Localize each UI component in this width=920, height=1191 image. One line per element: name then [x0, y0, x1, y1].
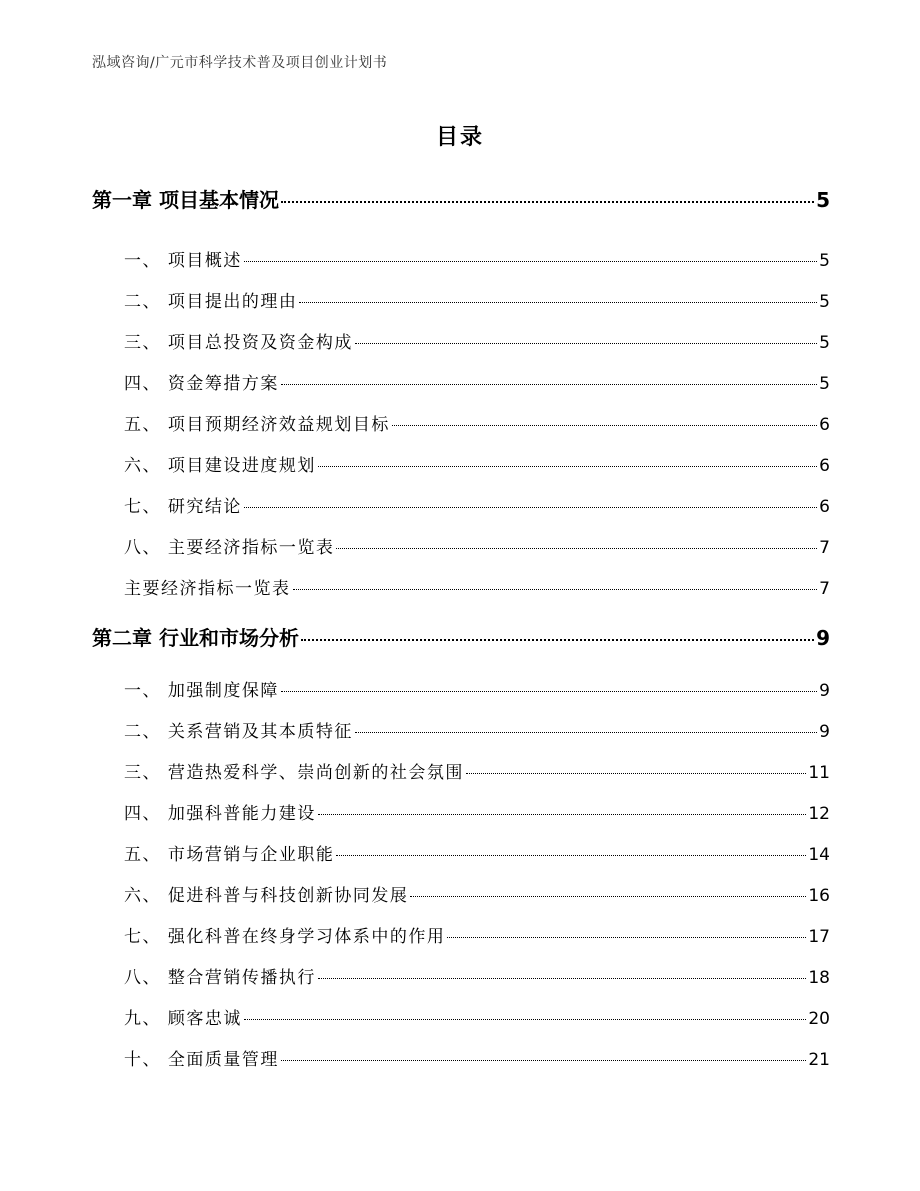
toc-section[interactable]: [124, 287, 830, 312]
leader-dots: [318, 814, 806, 815]
toc-chapter-2[interactable]: [92, 622, 830, 651]
toc-section[interactable]: [124, 758, 830, 783]
toc-section[interactable]: [124, 533, 830, 558]
toc-label: 二、 关系营销及其本质特征: [124, 722, 353, 742]
toc-page-number: 12: [808, 804, 830, 824]
toc-label: 一、 项目概述: [124, 251, 242, 271]
leader-dots: [281, 201, 814, 203]
toc-label: 九、 顾客忠诚: [124, 1009, 242, 1029]
toc-page-number: 21: [808, 1050, 830, 1070]
toc-page-number: 17: [808, 927, 830, 947]
toc-page-number: 18: [808, 968, 830, 988]
toc-label: 八、 整合营销传播执行: [124, 968, 316, 988]
leader-dots: [466, 773, 806, 774]
toc-page-number: 9: [819, 681, 830, 701]
toc-page-number: 9: [816, 626, 830, 650]
toc-section[interactable]: [124, 574, 830, 599]
leader-dots: [318, 466, 817, 467]
toc-section[interactable]: [124, 799, 830, 824]
leader-dots: [355, 732, 817, 733]
toc-page-number: 16: [808, 886, 830, 906]
toc-title: 目录: [435, 125, 484, 150]
toc-page-number: 5: [819, 251, 830, 271]
toc-section[interactable]: [124, 410, 830, 435]
toc-page-number: 20: [808, 1009, 830, 1029]
toc-section[interactable]: [124, 451, 830, 476]
leader-dots: [336, 855, 806, 856]
leader-dots: [281, 691, 817, 692]
leader-dots: [410, 896, 806, 897]
toc-section[interactable]: [124, 840, 830, 865]
toc-section[interactable]: [124, 1045, 830, 1070]
leader-dots: [355, 343, 817, 344]
leader-dots: [244, 507, 817, 508]
toc-label: 主要经济指标一览表: [124, 579, 291, 599]
toc-section[interactable]: [124, 369, 830, 394]
toc-section[interactable]: [124, 246, 830, 271]
toc-page-number: 7: [819, 538, 830, 558]
toc-label: 八、 主要经济指标一览表: [124, 538, 335, 558]
toc-page-number: 5: [819, 374, 830, 394]
toc-section[interactable]: [124, 963, 830, 988]
leader-dots: [281, 384, 817, 385]
toc-page-number: 6: [819, 415, 830, 435]
toc-page-number: 14: [808, 845, 830, 865]
toc-section[interactable]: [124, 717, 830, 742]
leader-dots: [244, 261, 817, 262]
leader-dots: [447, 937, 806, 938]
toc-label: 二、 项目提出的理由: [124, 292, 298, 312]
toc-label: 七、 强化科普在终身学习体系中的作用: [124, 927, 446, 947]
toc-label: 五、 项目预期经济效益规划目标: [124, 415, 390, 435]
leader-dots: [392, 425, 817, 426]
toc-chapter-1[interactable]: [92, 184, 830, 213]
toc-label: 十、 全面质量管理: [124, 1050, 279, 1070]
toc-section[interactable]: [124, 1004, 830, 1029]
toc-page-number: 9: [819, 722, 830, 742]
leader-dots: [281, 1060, 806, 1061]
toc-page-number: 7: [819, 579, 830, 599]
running-header: 泓域咨询/广元市科学技术普及项目创业计划书: [92, 55, 388, 71]
toc-page-number: 5: [819, 292, 830, 312]
toc-label: 四、 加强科普能力建设: [124, 804, 316, 824]
toc-section[interactable]: [124, 922, 830, 947]
toc-label: 第一章 项目基本情况: [92, 188, 279, 212]
toc-label: 七、 研究结论: [124, 497, 242, 517]
toc-label: 一、 加强制度保障: [124, 681, 279, 701]
toc-label: 三、 营造热爱科学、崇尚创新的社会氛围: [124, 763, 464, 783]
toc-label: 四、 资金筹措方案: [124, 374, 279, 394]
toc-section[interactable]: [124, 881, 830, 906]
toc-section[interactable]: [124, 676, 830, 701]
toc-label: 六、 项目建设进度规划: [124, 456, 316, 476]
toc-page-number: 5: [819, 333, 830, 353]
toc-label: 五、 市场营销与企业职能: [124, 845, 335, 865]
toc-page-number: 6: [819, 497, 830, 517]
leader-dots: [299, 302, 817, 303]
leader-dots: [318, 978, 806, 979]
toc-label: 三、 项目总投资及资金构成: [124, 333, 353, 353]
leader-dots: [336, 548, 817, 549]
toc-page-number: 11: [808, 763, 830, 783]
toc-page-number: 5: [816, 188, 830, 212]
leader-dots: [301, 639, 814, 641]
toc-section[interactable]: [124, 328, 830, 353]
toc-label: 六、 促进科普与科技创新协同发展: [124, 886, 409, 906]
toc-page-number: 6: [819, 456, 830, 476]
leader-dots: [293, 589, 818, 590]
leader-dots: [244, 1019, 806, 1020]
toc-label: 第二章 行业和市场分析: [92, 626, 299, 650]
toc-section[interactable]: [124, 492, 830, 517]
